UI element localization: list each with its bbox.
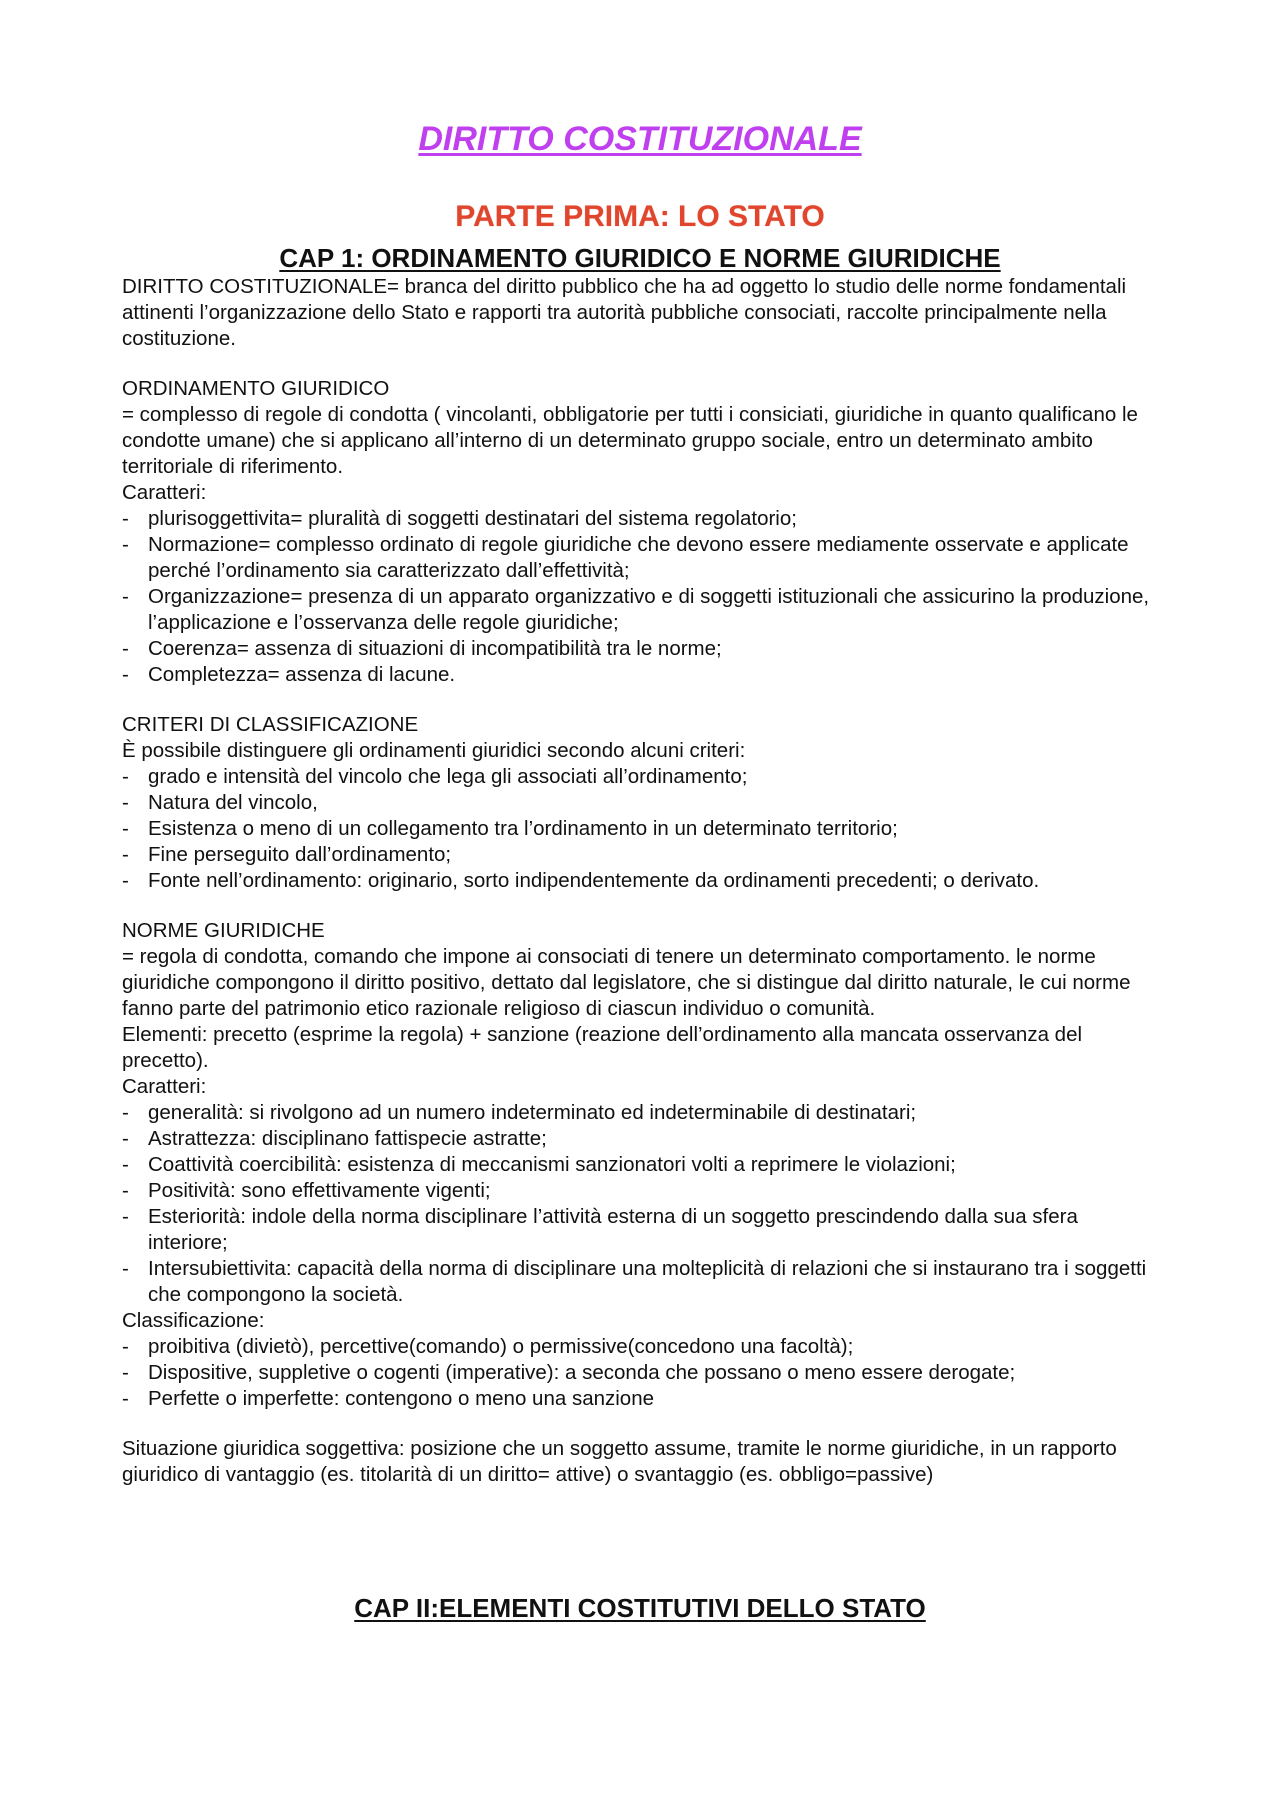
list-item: - Coattività coercibilità: esistenza di meccanismi sanzionatori volti a reprimere le violazioni; [122,1152,1162,1178]
list-item: - Esistenza o meno di un collegamento tra l’ordinamento in un determinato territorio; [122,816,1162,842]
criteri-heading: CRITERI DI CLASSIFICAZIONE [122,713,419,736]
list-item: - Fine perseguito dall’ordinamento; [122,842,1162,868]
norme-definition: = regola di condotta, comando che impone ai consociati di tenere un determinato comportamento. le norme giuridiche compongono il diritto positivo, dettato dal legislatore, che si distingue dal diritto naturale, le cui norme fanno parte del patrimonio etico razionale religioso di ciascun individuo o comunità. [122,945,1131,1020]
intro-paragraph: DIRITTO COSTITUZIONALE= branca del diritto pubblico che ha ad oggetto lo studio delle norme fondamentali attinenti l’organizzazione dello Stato e rapporti tra autorità pubbliche consociati, raccolte principalmente nella costituzione. [122,275,1127,350]
list-item: - Positività: sono effettivamente vigenti; [122,1178,1162,1204]
list-item: - Normazione= complesso ordinato di regole giuridiche che devono essere mediamente osservate e applicate perché l’ordinamento sia caratterizzato dall’effettività; [122,532,1162,584]
norme-classificazione-list [122,1334,1162,1412]
list-item: - proibitiva (divietò), percettive(comando) o permissive(concedono una facoltà); [122,1334,1162,1360]
list-item: - generalità: si rivolgono ad un numero indeterminato ed indeterminabile di destinatari; [122,1100,1162,1126]
norme-caratteri-label: Caratteri: [122,1075,207,1098]
list-item: - Completezza= assenza di lacune. [122,662,1162,688]
ordinamento-caratteri-label: Caratteri: [122,481,207,504]
list-item: - grado e intensità del vincolo che lega gli associati all’ordinamento; [122,764,1162,790]
document-body [122,274,1162,1488]
chapter-1-title: CAP 1: ORDINAMENTO GIURIDICO E NORME GIURIDICHE [279,243,1001,273]
part-title: PARTE PRIMA: LO STATO [455,200,825,233]
list-item: - Organizzazione= presenza di un apparato organizzativo e di soggetti istituzionali che assicurino la produzione, l’applicazione e l’osservanza delle regole giuridiche; [122,584,1162,636]
chapter-2-title: CAP II:ELEMENTI COSTITUTIVI DELLO STATO [354,1593,926,1623]
list-item: - Dispositive, suppletive o cogenti (imperative): a seconda che possano o meno essere derogate; [122,1360,1162,1386]
list-item: - Natura del vincolo, [122,790,1162,816]
list-item: - Astrattezza: disciplinano fattispecie astratte; [122,1126,1162,1152]
criteri-intro: È possibile distinguere gli ordinamenti giuridici secondo alcuni criteri: [122,739,746,762]
ordinamento-heading: ORDINAMENTO GIURIDICO [122,377,390,400]
list-item: - plurisoggettivita= pluralità di soggetti destinatari del sistema regolatorio; [122,506,1162,532]
list-item: - Fonte nell’ordinamento: originario, sorto indipendentemente da ordinamenti precedenti; o derivato. [122,868,1162,894]
norme-heading: NORME GIURIDICHE [122,919,325,942]
norme-classificazione-label: Classificazione: [122,1309,265,1332]
ordinamento-caratteri-list [122,506,1162,688]
criteri-list [122,764,1162,894]
norme-elementi: Elementi: precetto (esprime la regola) + sanzione (reazione dell’ordinamento alla mancata osservanza del precetto). [122,1023,1083,1072]
list-item: - Intersubiettivita: capacità della norma di disciplinare una molteplicità di relazioni che si instaurano tra i soggetti che compongono la società. [122,1256,1162,1308]
document-title: DIRITTO COSTITUZIONALE [418,120,862,158]
situazione-paragraph: Situazione giuridica soggettiva: posizione che un soggetto assume, tramite le norme giuridiche, in un rapporto giuridico di vantaggio (es. titolarità di un diritto= attive) o svantaggio (es. obbligo=passive) [122,1437,1117,1486]
ordinamento-definition: = complesso di regole di condotta ( vincolanti, obbligatorie per tutti i consiciati, giuridiche in quanto qualificano le condotte umane) che si applicano all’interno di un determinato gruppo sociale, entro un determinato ambito territoriale di riferimento. [122,403,1138,478]
norme-caratteri-list [122,1100,1162,1308]
list-item: - Esteriorità: indole della norma disciplinare l’attività esterna di un soggetto prescindendo dalla sua sfera interiore; [122,1204,1162,1256]
list-item: - Perfette o imperfette: contengono o meno una sanzione [122,1386,1162,1412]
list-item: - Coerenza= assenza di situazioni di incompatibilità tra le norme; [122,636,1162,662]
